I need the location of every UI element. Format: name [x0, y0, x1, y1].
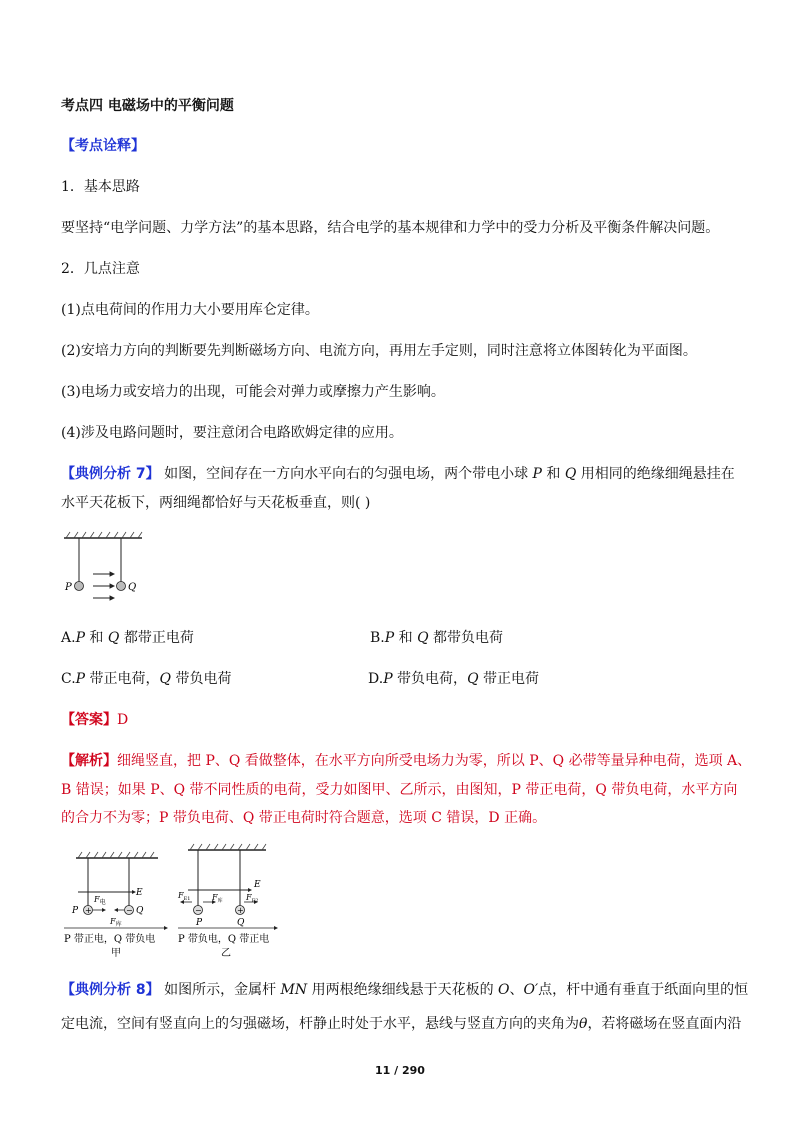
- text: 都带负电荷: [428, 630, 504, 646]
- example7-tag: 【典例分析 7】: [61, 466, 160, 482]
- var-p: P: [532, 466, 542, 482]
- var-p: P: [384, 630, 395, 646]
- var-o: O: [498, 982, 510, 998]
- var-q: Q: [467, 671, 479, 687]
- section-title: 考点四 电磁场中的平衡问题: [61, 98, 234, 114]
- example8-line2: [61, 1014, 741, 1034]
- answer: [61, 710, 128, 730]
- var-q: Q: [107, 630, 120, 646]
- figure-jia: [62, 850, 170, 960]
- figure-yi: [176, 842, 286, 960]
- option-b: [370, 628, 503, 648]
- var-theta: θ: [579, 1016, 588, 1032]
- note-item: (2)安培力方向的判断要先判断磁场方向、电流方向，再用左手定则，同时注意将立体图转化为平面图。: [61, 343, 697, 359]
- text: 、: [509, 982, 524, 998]
- explain-tag: 【考点诠释】: [61, 138, 145, 154]
- svg-text:FE1: [177, 891, 190, 902]
- basic-heading: 1．基本思路: [61, 179, 140, 195]
- svg-text:+: +: [237, 906, 244, 915]
- svg-text:−: −: [195, 906, 202, 915]
- jia-name: 甲: [111, 948, 121, 959]
- text: 如图所示，金属杆: [159, 982, 281, 998]
- answer-value: D: [117, 712, 129, 728]
- jia-f-sub: 电: [99, 899, 106, 906]
- answer-tag: 【答案】: [61, 712, 117, 728]
- note-item: (1)点电荷间的作用力大小要用库仑定律。: [61, 302, 319, 318]
- jia-fku: F: [110, 917, 116, 926]
- text: B.: [370, 630, 385, 646]
- yi-fku: F: [212, 893, 218, 902]
- jia-label-p: P: [72, 906, 79, 916]
- text: 如图，空间存在一方向水平向右的匀强电场，两个带电小球: [159, 466, 533, 482]
- text: 和: [394, 630, 418, 646]
- text: 都带正电荷: [119, 630, 194, 646]
- notes-heading: 2．几点注意: [61, 261, 140, 277]
- example7-line2: 水平天花板下，两细绳都恰好与天花板垂直，则( ): [61, 495, 371, 511]
- text: A.: [61, 630, 76, 646]
- text: 带负电荷: [171, 671, 232, 687]
- example8-tag: 【典例分析 8】: [61, 982, 160, 998]
- text: D.: [368, 671, 384, 687]
- note-item: (4)涉及电路问题时，要注意闭合电路欧姆定律的应用。: [61, 425, 403, 441]
- yi-label-e: E: [254, 880, 261, 890]
- text: 用相同的绝缘细绳悬挂在: [576, 466, 735, 482]
- svg-text:+: +: [85, 906, 92, 915]
- var-p: P: [383, 671, 393, 687]
- text: 细绳竖直，把 P、Q 看做整体，在水平方向所受电场力为零，所以 P、Q 必带等量异种电荷，选项 A、: [117, 753, 752, 769]
- text: 带正电荷: [478, 671, 539, 687]
- var-q: Q: [564, 466, 577, 482]
- ball-q: [117, 582, 126, 591]
- jia-f: F: [94, 895, 100, 904]
- jia-label-e: E: [136, 888, 143, 898]
- field-arrows: [93, 572, 114, 600]
- var-q: Q: [417, 630, 429, 646]
- svg-text:F电: [93, 895, 106, 906]
- yi-label-p: P: [196, 918, 203, 928]
- yi-fe1-sub: E1: [183, 896, 191, 902]
- basic-text: 要坚持“电学问题、力学方法”的基本思路，结合电学的基本规律和力学中的受力分析及平衡条件解决问题。: [61, 220, 720, 236]
- jia-label-q: Q: [136, 906, 144, 916]
- yi-fe1: F: [178, 891, 184, 900]
- yi-label-q: Q: [237, 918, 245, 928]
- text: ，若将磁场在竖直面内沿: [587, 1016, 742, 1032]
- label-q: Q: [128, 582, 137, 593]
- yi-fe2-sub: E2: [251, 898, 259, 904]
- page-number: 11 / 290: [375, 1064, 425, 1077]
- analysis-line: 的合力不为零；P 带负电荷、Q 带正电荷时符合题意，选项 C 错误，D 正确。: [61, 810, 547, 826]
- yi-fku-sub: 库: [217, 898, 223, 904]
- var-p: P: [75, 671, 86, 687]
- option-d: [368, 669, 539, 689]
- yi-caption: P 带负电，Q 带正电: [178, 934, 270, 945]
- note-item: (3)电场力或安培力的出现，可能会对弹力或摩擦力产生影响。: [61, 384, 445, 400]
- var-mn: MN: [280, 982, 308, 998]
- ball-p: [75, 582, 84, 591]
- var-o-prime: O′: [523, 982, 539, 998]
- yi-fe2: F: [246, 893, 252, 902]
- svg-text:F库: [109, 917, 122, 928]
- option-a: [61, 628, 194, 648]
- var-p: P: [75, 630, 85, 646]
- jia-fku-sub: 库: [115, 921, 122, 928]
- example7-line1: [61, 464, 735, 484]
- text: 和: [84, 630, 108, 646]
- option-c: [61, 669, 231, 689]
- label-p: P: [65, 582, 72, 593]
- analysis-line: [61, 751, 751, 771]
- jia-caption: P 带正电，Q 带负电: [64, 934, 156, 945]
- text: 定电流，空间有竖直向上的匀强磁场，杆静止时处于水平，悬线与竖直方向的夹角为: [61, 1016, 579, 1032]
- text: 用两根绝缘细线悬于天花板的: [307, 982, 499, 998]
- text: 带负电荷，: [392, 671, 468, 687]
- text: 点，杆中通有垂直于纸面向里的恒: [538, 982, 749, 998]
- var-q: Q: [159, 671, 172, 687]
- yi-name: 乙: [221, 948, 231, 959]
- example8-line1: [61, 980, 748, 1000]
- example7-figure: [60, 530, 150, 610]
- text: 和: [541, 466, 565, 482]
- svg-text:−: −: [126, 906, 133, 915]
- text: C.: [61, 671, 76, 687]
- analysis-tag: 【解析】: [61, 753, 117, 769]
- analysis-line: B 错误；如果 P、Q 带不同性质的电荷，受力如图甲、乙所示，由图知，P 带正电荷，Q 带负电荷，水平方向: [61, 782, 738, 798]
- text: 带正电荷，: [85, 671, 160, 687]
